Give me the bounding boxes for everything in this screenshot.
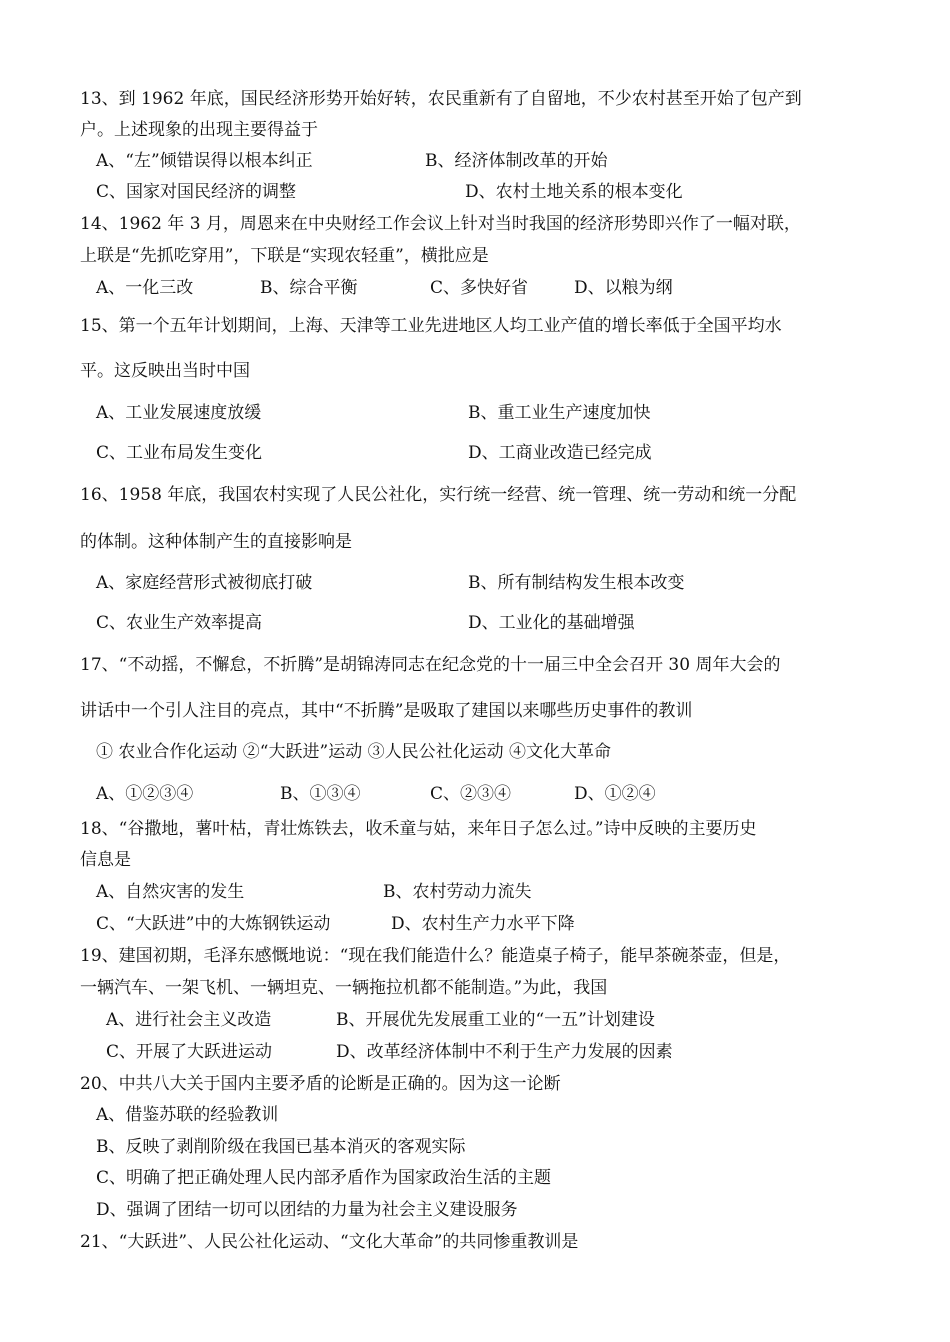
option-c[interactable]: C、开展了大跃进运动 (106, 1042, 273, 1062)
option-c[interactable]: C、农业生产效率提高 (96, 613, 263, 633)
option-a[interactable]: A、进行社会主义改造 (106, 1010, 272, 1030)
question-stem: 信息是 (80, 850, 131, 870)
option-d[interactable]: D、农村土地关系的根本变化 (465, 182, 683, 202)
question-stem: 讲话中一个引人注目的亮点，其中“不折腾”是吸取了建国以来哪些历史事件的教训 (80, 701, 693, 721)
option-d[interactable]: D、以粮为纲 (574, 278, 673, 298)
option-c[interactable]: C、工业布局发生变化 (96, 443, 263, 463)
question-stem: 15、第一个五年计划期间，上海、天津等工业先进地区人均工业产值的增长率低于全国平均水 (80, 316, 782, 336)
question-stem: 一辆汽车、一架飞机、一辆坦克、一辆拖拉机都不能制造。”为此，我国 (80, 978, 608, 998)
option-a[interactable]: A、自然灾害的发生 (96, 882, 245, 902)
option-b[interactable]: B、所有制结构发生根本改变 (468, 573, 685, 593)
option-a[interactable]: A、工业发展速度放缓 (96, 403, 262, 423)
option-b[interactable]: B、农村劳动力流失 (383, 882, 532, 902)
option-d[interactable]: D、农村生产力水平下降 (391, 914, 575, 934)
option-d[interactable]: D、强调了团结一切可以团结的力量为社会主义建设服务 (96, 1200, 518, 1220)
question-stem: 18、“谷撒地，薯叶枯，青壮炼铁去，收禾童与姑，来年日子怎么过。”诗中反映的主要历史 (80, 819, 757, 839)
question-stem: 20、中共八大关于国内主要矛盾的论断是正确的。因为这一论断 (80, 1074, 561, 1094)
option-d[interactable]: D、工业化的基础增强 (468, 613, 635, 633)
question-stem: 上联是“先抓吃穿用”，下联是“实现农轻重”，横批应是 (80, 246, 489, 266)
option-a[interactable]: A、家庭经营形式被彻底打破 (96, 573, 313, 593)
option-b[interactable]: B、经济体制改革的开始 (425, 151, 608, 171)
option-b[interactable]: B、重工业生产速度加快 (468, 403, 651, 423)
option-a[interactable]: A、①②③④ (96, 784, 194, 804)
option-b[interactable]: B、综合平衡 (260, 278, 358, 298)
question-stem: 21、“大跃进”、人民公社化运动、“文化大革命”的共同惨重教训是 (80, 1232, 579, 1252)
option-d[interactable]: D、工商业改造已经完成 (468, 443, 652, 463)
option-b[interactable]: B、①③④ (280, 784, 361, 804)
question-stem: 户。上述现象的出现主要得益于 (80, 120, 318, 140)
option-a[interactable]: A、一化三改 (96, 278, 194, 298)
question-stem: 平。这反映出当时中国 (80, 361, 250, 381)
option-d[interactable]: D、改革经济体制中不利于生产力发展的因素 (336, 1042, 673, 1062)
option-a[interactable]: A、“左”倾错误得以根本纠正 (96, 151, 313, 171)
option-b[interactable]: B、开展优先发展重工业的“一五”计划建设 (336, 1010, 655, 1030)
option-c[interactable]: C、多快好省 (430, 278, 529, 298)
option-c[interactable]: C、②③④ (430, 784, 512, 804)
question-stem: 14、1962 年 3 月，周恩来在中央财经工作会议上针对当时我国的经济形势即兴作了一幅对联， (80, 214, 801, 234)
option-d[interactable]: D、①②④ (574, 784, 656, 804)
option-c[interactable]: C、国家对国民经济的调整 (96, 182, 297, 202)
option-c[interactable]: C、明确了把正确处理人民内部矛盾作为国家政治生活的主题 (96, 1168, 552, 1188)
question-stem: 13、到 1962 年底，国民经济形势开始好转，农民重新有了自留地，不少农村甚至开始了包产到 (80, 89, 802, 109)
option-a[interactable]: A、借鉴苏联的经验教训 (96, 1105, 279, 1125)
question-stem: 的体制。这种体制产生的直接影响是 (80, 532, 352, 552)
option-c[interactable]: C、“大跃进”中的大炼钢铁运动 (96, 914, 331, 934)
question-stem: 16、1958 年底，我国农村实现了人民公社化，实行统一经营、统一管理、统一劳动和统一分配 (80, 485, 797, 505)
question-stem: 17、“不动摇，不懈怠，不折腾”是胡锦涛同志在纪念党的十一届三中全会召开 30 周年大会的 (80, 655, 781, 675)
option-b[interactable]: B、反映了剥削阶级在我国已基本消灭的客观实际 (96, 1137, 466, 1157)
event-list: ① 农业合作化运动 ②“大跃进”运动 ③人民公社化运动 ④文化大革命 (96, 742, 611, 762)
question-stem: 19、建国初期，毛泽东感慨地说：“现在我们能造什么？能造桌子椅子，能早茶碗茶壶，但是， (80, 946, 791, 966)
